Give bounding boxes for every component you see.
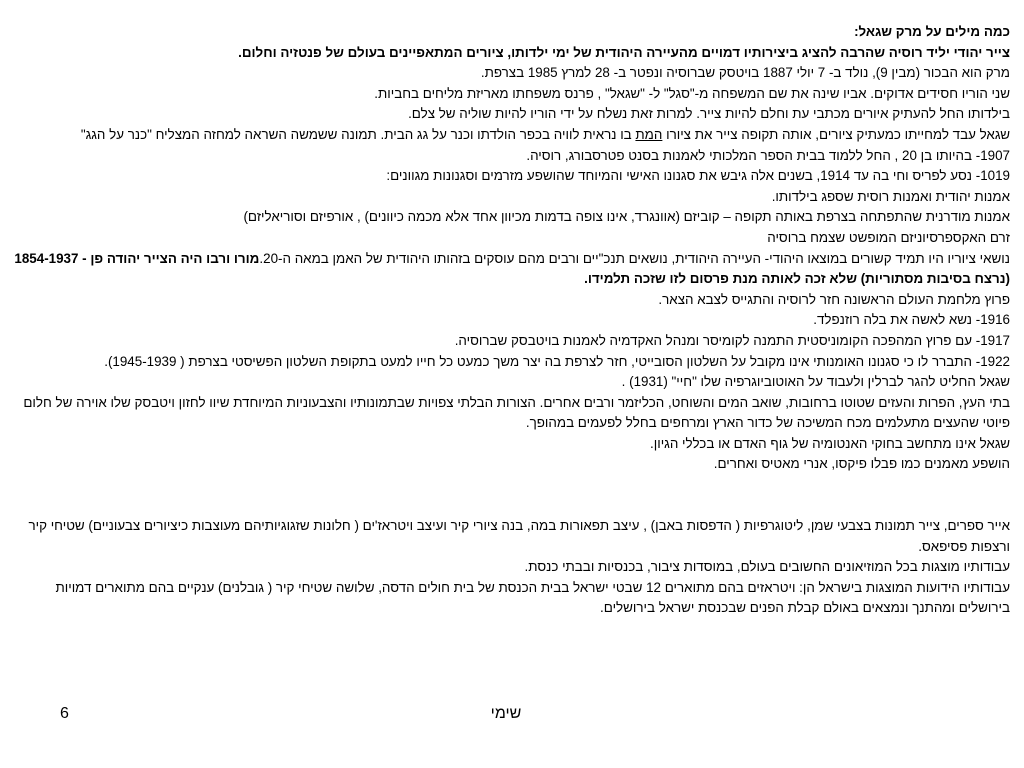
- anatomy-line: שגאל אינו מתחשב בחוקי האנטומיה של גוף האדם או בכללי הגיון.: [650, 435, 1010, 451]
- intro-paragraph: צייר יהודי יליד רוסיה שהרבה להציג ביצירותיו דמויים מהעיירה היהודית של ימי ילדותו, ציורים המתאפיינים בעולם של פנטזיה וחלום.: [238, 44, 1010, 60]
- autobiography-line: שגאל החליט להגר לברלין ולעבוד על האוטוביוגרפיה שלו "חיי" (1931) .: [621, 374, 1010, 390]
- copyist-text-start: שגאל עבד למחייתו כמעתיק ציורים, אותה תקופה צייר את ציורו: [662, 126, 1010, 142]
- copyist-paragraph: [14, 125, 1010, 146]
- israel-works-paragraph: עבודותיו הידועות המוצגות בישראל הן: ויטראזים בהם מתוארים 12 שבטי ישראל בבית הכנסת של בית חולים הדסה, שלושה שטיחי קיר ( גובלנים) ענקיים בהם מתוארים דמויות בירושלים ומהתנך ונמצאים באולם קבלת הפנים שבכנסת ישראל בירושלים.: [55, 579, 1010, 616]
- heading: כמה מילים על מרק שגאל:: [854, 24, 1010, 39]
- birth-line: מרק הוא הבכור (מבין 9), נולד ב- 7 יולי 1887 בויטסק שברוסיה ונפטר ב- 28 למרץ 1985 בצרפת.: [480, 65, 1010, 81]
- expressionism-line: זרם האקספרסיוניזם המופשט שצמח ברוסיה: [767, 229, 1010, 245]
- copyist-text-end: בו נראית לוויה בכפר הולדתו וכנר על גג הבית. תמונה ששמשה השראה למחזה המצליח "כנר על הגג": [80, 126, 636, 142]
- subjects-paragraph: [14, 249, 1010, 290]
- childhood-line: בילדותו החל להעתיק איורים מכתבי עת וחלם להיות צייר. למרות זאת נשלח על ידי הוריו להיות שוליה של צלם.: [408, 106, 1010, 122]
- year-1019-line: 1019- נסע לפריס וחי בה עד 1914, בשנים אלה גיבש את סגנונו האישי והמיוחד שהושפע מזרמים וסגנונות מגוונים:: [386, 168, 1010, 184]
- works-paragraph: אייר ספרים, צייר תמונות בצבעי שמן, ליטוגרפיות ( הדפסות באבן) , עיצב תפאורות במה, בנה ציורי קיר ועיצב ויטראז'ים ( חלונות שזגוגיותיהם מעוצבות כיציורים צבעוניים) שטיחי קיר ורצפות פסיפאס.: [28, 518, 1010, 554]
- jewish-art-line: אמנות יהודית ואמנות רוסית שספג בילדותו.: [771, 188, 1010, 204]
- vitebsk-vision-paragraph: בתי העץ, הפרות והעזים שטוטו ברחובות, שואב המים והשוחט, הכליזמר ורבים אחרים. הצורות הבלתי צפויות שבתמונותיו והצבעוניות המיוחדת שיוו לחזון ויטבסק שלו אוירה של חלום פיוטי שהעצים מתעלמים מכח המשיכה של כדור הארץ ומרחפים בחלל לפעמים במהופך.: [23, 394, 1010, 431]
- year-1907-line: 1907- בהיותו בן 20 , החל ללמוד בבית הספר המלכותי לאמנות בסנט פטרסבורג, רוסיה.: [526, 147, 1010, 163]
- page-number: 6: [60, 705, 69, 722]
- year-1917-line: 1917- עם פרוץ המהפכה הקומוניסטית התמנה לקומיסר ומנהל האקדמיה לאמנות בויטבסק שברוסיה.: [454, 332, 1010, 348]
- painting-title: המת: [635, 126, 663, 142]
- year-1916-line: 1916- נשא לאשה את בלה רוזנפלד.: [813, 312, 1010, 328]
- influences-line: הושפע מאמנים כמו פבלו פיקסו, אנרי מאטיס ואחרים.: [713, 456, 1010, 472]
- year-1922-line: 1922- התברר לו כי סגנונו האומנותי אינו מקובל על השלטון הסובייטי, חזר לצרפת בה יצר משך כמעט כל חייו למעט בתקופת השלטון הפשיסטי בצרפת ( 1945-1939).: [104, 353, 1010, 369]
- ww1-line: פרוץ מלחמת העולם הראשונה חזר לרוסיה והתגייס לצבא הצאר.: [658, 291, 1010, 307]
- paragraph-gap: [14, 475, 1010, 516]
- teacher-text: מורו ורבו היה הצייר יהודה פן - 1854-1937 (נרצח בסיבות מסתוריות) שלא זכה לאותה מנת פרסום לזו שזכה תלמידו.: [14, 250, 1010, 287]
- document-body: [14, 22, 1010, 619]
- parents-line: שני הוריו חסידים אדוקים. אביו שינה את שם המשפחה מ-"סגל" ל- "שגאל" , פרנס משפחתו מאריזת מליחים בחביות.: [374, 85, 1010, 101]
- subjects-text: נושאי ציוריו היו תמיד קשורים במוצאו היהודי- העיירה היהודית, נושאים תנכ"יים ורבים מהם עוסקים בזהותו היהודית של האמן במאה ה-20.: [259, 250, 1010, 266]
- modern-art-line: אמנות מודרנית שהתפתחה בצרפת באותה תקופה – קוביזם (אוונגרד, אינו צופה בדמות מכיוון אחד אלא מכמה כיוונים) , אורפיזם וסוריאליזם): [243, 209, 1010, 225]
- museums-line: עבודותיו מוצגות בכל המוזיאונים החשובים בעולם, במוסדות ציבור, בכנסיות ובבתי כנסת.: [524, 559, 1010, 575]
- footer-author: שימי: [490, 705, 522, 722]
